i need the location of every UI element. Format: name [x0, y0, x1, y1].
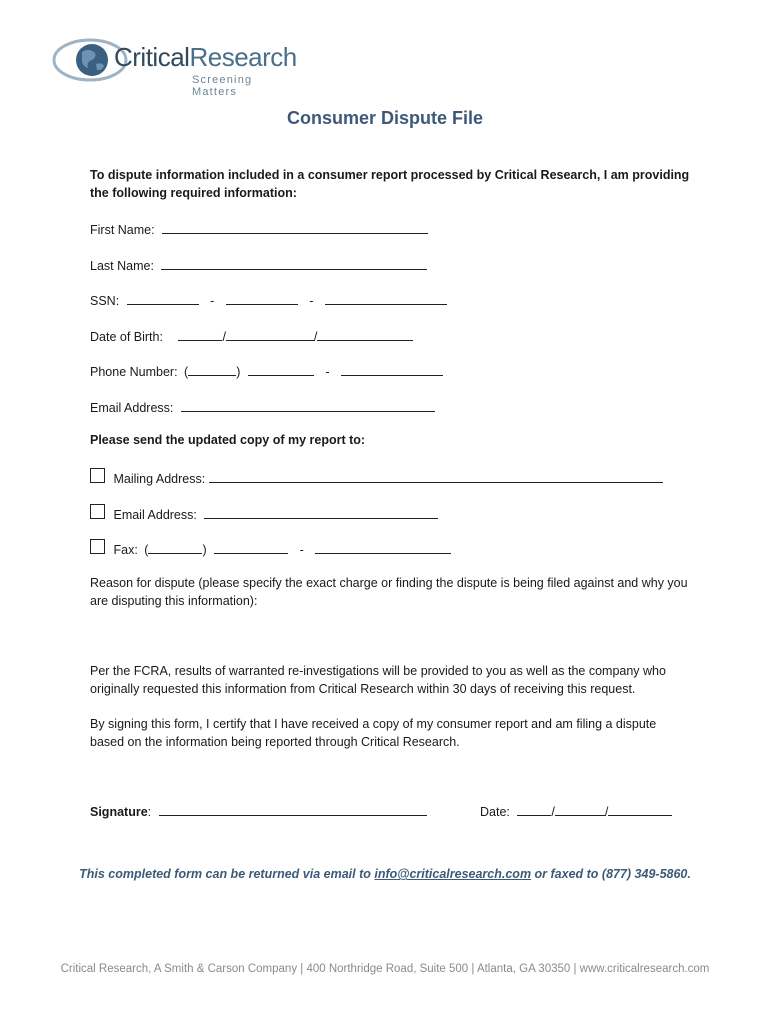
logo-tagline: Screening Matters — [192, 74, 253, 98]
phone-prefix-field[interactable] — [248, 362, 314, 376]
phone-area-field[interactable] — [188, 362, 236, 376]
footer-address: Critical Research, A Smith & Carson Company | 400 Northridge Road, Suite 500 | Atlanta, GA 30350 | www.criticalresearch.com — [60, 963, 710, 975]
last-name-label: Last Name: — [90, 259, 154, 273]
fax-area-field[interactable] — [148, 540, 202, 554]
mailing-address-field[interactable] — [209, 469, 663, 483]
phone-line-field[interactable] — [341, 362, 443, 376]
date-label: Date: — [480, 805, 510, 819]
email-field[interactable] — [181, 398, 435, 412]
fax-prefix-field[interactable] — [214, 540, 288, 554]
date-day-field[interactable] — [555, 802, 605, 816]
email-row — [90, 398, 435, 415]
dob-day-field[interactable] — [226, 327, 314, 341]
email-option-label: Email Address: — [113, 508, 197, 522]
ssn-row: SSN: - - — [90, 291, 447, 308]
email-option-row — [90, 504, 438, 522]
email-checkbox[interactable] — [90, 504, 105, 519]
page-title: Consumer Dispute File — [286, 108, 484, 128]
mailing-checkbox[interactable] — [90, 468, 105, 483]
signature-label: Signature — [90, 805, 148, 819]
phone-label: Phone Number: — [90, 365, 178, 379]
ssn-part1-field[interactable] — [127, 291, 199, 305]
date-month-field[interactable] — [517, 802, 551, 816]
dob-year-field[interactable] — [317, 327, 413, 341]
reason-text: Reason for dispute (please specify the exact charge or finding the dispute is being filed against and why you are disputing this information): — [90, 576, 688, 608]
last-name-row — [90, 256, 427, 273]
first-name-row — [90, 220, 428, 237]
return-note: This completed form can be returned via email to info@criticalresearch.com or faxed to (877) 349-5860. — [79, 867, 691, 881]
fax-option-row: Fax: ( ) - — [90, 539, 451, 557]
fax-line-field[interactable] — [315, 540, 451, 554]
send-heading: Please send the updated copy of my report to: — [90, 433, 366, 447]
last-name-field[interactable] — [161, 256, 427, 270]
dob-row: Date of Birth: / / — [90, 327, 413, 344]
intro-text: To dispute information included in a consumer report processed by Critical Research, I am providing the following required information: — [90, 168, 690, 200]
fax-label: Fax: — [113, 543, 138, 557]
mailing-label: Mailing Address: — [113, 472, 206, 486]
email-label: Email Address: — [90, 401, 174, 415]
email-link[interactable]: info@criticalresearch.com — [374, 867, 532, 881]
fax-checkbox[interactable] — [90, 539, 105, 554]
signature-row: Signature: — [90, 802, 427, 819]
date-year-field[interactable] — [608, 802, 672, 816]
certify-text: By signing this form, I certify that I have received a copy of my consumer report and am filing a dispute based on the information being reported through Critical Research. — [90, 717, 657, 749]
email-option-field[interactable] — [204, 505, 438, 519]
first-name-label: First Name: — [90, 223, 155, 237]
ssn-label: SSN: — [90, 294, 120, 308]
logo-wordmark: CriticalResearch — [114, 42, 297, 72]
dob-month-field[interactable] — [178, 327, 222, 341]
dob-label: Date of Birth: — [90, 330, 163, 344]
ssn-part3-field[interactable] — [325, 291, 447, 305]
phone-row: Phone Number: ( ) - — [90, 362, 443, 379]
mailing-option-row — [90, 468, 663, 486]
fcra-text: Per the FCRA, results of warranted re-investigations will be provided to you as well as the company who originally requested this information from Critical Research within 30 days of receiving this request. — [90, 664, 666, 696]
ssn-part2-field[interactable] — [226, 291, 298, 305]
first-name-field[interactable] — [162, 220, 428, 234]
company-logo — [52, 30, 297, 98]
date-row: Date: / / — [480, 802, 672, 819]
signature-field[interactable] — [159, 802, 427, 816]
